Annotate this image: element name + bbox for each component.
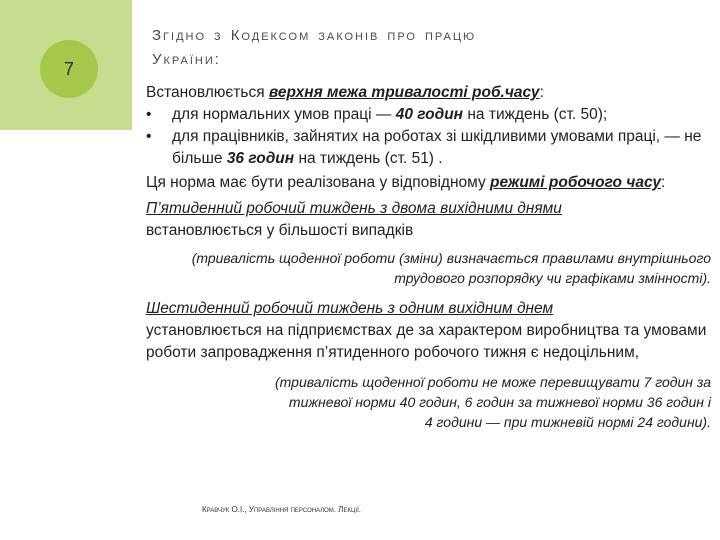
slide-number-text: 7 (63, 58, 74, 79)
norm-text: Ця норма має бути реалізована у відповідному (146, 174, 491, 191)
title-word: про (387, 27, 417, 44)
slide-number (40, 40, 98, 98)
title-word: працю (424, 27, 477, 44)
six-day-heading: Шестиденний робочий тиждень з одним вихідним днем (146, 300, 554, 317)
footer-credit: Кравчук О.І., Управління персоналом. Лекції. (202, 505, 361, 514)
title-line-2: України: (152, 51, 221, 68)
bullet-text: для працівників, зайнятих на роботах зі шкідливими умовами праці, — не більше (172, 128, 702, 167)
five-day-text: встановлюється у більшості випадків (146, 222, 414, 239)
six-day-note (146, 372, 711, 432)
bullet-text: для нормальних умов праці — (172, 106, 396, 123)
bullet-item (146, 104, 711, 126)
title-word: Згідно (152, 27, 207, 44)
intro-colon: : (539, 84, 544, 101)
six-day-note-line: (тривалість щоденної роботи не може перевищувати 7 годин за (274, 374, 711, 390)
title-word: законів (318, 27, 380, 44)
title-word: з (214, 27, 223, 44)
five-day-heading: П’ятиденний робочий тиждень з двома вихідними днями (146, 200, 562, 217)
six-day-text: установлюється на підприємствах де за характером виробництва та умовами роботи запровадження п’ятиденного робочого тижня є недоцільним, (146, 322, 707, 361)
intro-text: Встановлюється (146, 84, 269, 101)
bullet-dot: • (146, 106, 152, 123)
six-day-note-line: тижневої норми 40 годин, 6 годин за тижневої норми 36 годин і (288, 394, 711, 410)
slide-content (146, 82, 711, 432)
title-line-1 (152, 24, 672, 48)
norm-paragraph (146, 172, 711, 194)
norm-highlight: режимі робочого часу (490, 174, 661, 191)
intro-highlight: верхня межа тривалості роб.часу (268, 84, 540, 101)
bullet-text: на тиждень (ст. 50); (463, 106, 608, 123)
slide-title (152, 24, 672, 72)
bullet-bold: 40 годин (395, 106, 464, 123)
intro-paragraph (146, 82, 711, 104)
bullet-item (146, 126, 711, 170)
six-day-note-line: 4 години — при тижневій нормі 24 години). (424, 414, 711, 430)
bullet-text: на тиждень (ст. 51) . (294, 150, 443, 167)
title-word: Кодексом (230, 27, 311, 44)
norm-colon: : (660, 174, 666, 191)
bullet-bold: 36 годин (226, 150, 295, 167)
bullet-dot: • (146, 128, 152, 145)
five-day-note: (тривалість щоденної роботи (зміни) визначається правилами внутрішнього трудового розпорядку чи графіками змінності). (191, 250, 711, 286)
